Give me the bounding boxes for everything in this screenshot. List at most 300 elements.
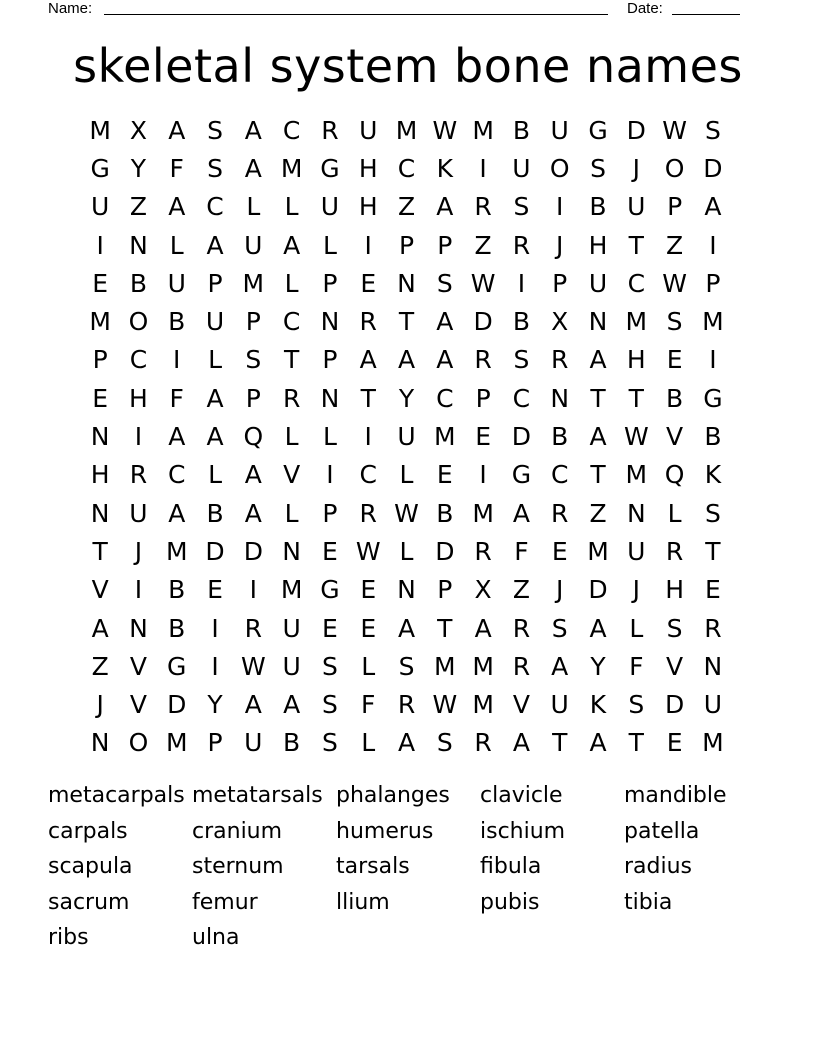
grid-cell: G xyxy=(511,460,532,490)
grid-cell: E xyxy=(360,613,377,643)
grid-cell: Z xyxy=(474,230,492,260)
grid-cell: D xyxy=(167,690,187,720)
grid-cell: N xyxy=(397,575,416,605)
grid-cell: B xyxy=(512,115,530,145)
grid-cell: X xyxy=(129,115,148,145)
grid-cell: P xyxy=(92,345,108,375)
grid-cell: R xyxy=(474,728,492,758)
grid-cell: R xyxy=(397,690,416,720)
word-list-item: radius xyxy=(624,854,693,879)
grid-cell: L xyxy=(284,498,299,528)
grid-cell: L xyxy=(208,460,222,490)
grid-cell: T xyxy=(590,460,606,490)
word-list-item: cranium xyxy=(192,818,283,844)
grid-cell: C xyxy=(206,192,224,222)
grid-cell: A xyxy=(397,613,416,643)
grid-cell: N xyxy=(282,536,301,566)
grid-cell: A xyxy=(704,192,722,222)
grid-cell: E xyxy=(551,536,568,566)
grid-cell: N xyxy=(320,383,340,413)
grid-cell: A xyxy=(512,728,530,758)
grid-cell: R xyxy=(244,613,263,643)
grid-cell: E xyxy=(666,728,683,758)
grid-cell: A xyxy=(551,651,569,681)
grid-cell: D xyxy=(435,536,455,566)
grid-cell: U xyxy=(550,690,569,720)
grid-cell: D xyxy=(664,690,685,720)
grid-cell: I xyxy=(709,345,717,375)
grid-cell: P xyxy=(437,230,453,260)
grid-cell: R xyxy=(512,613,531,643)
grid-cell: N xyxy=(703,651,723,681)
grid-cell: U xyxy=(129,498,148,528)
grid-cell: N xyxy=(129,230,148,260)
grid-cell: T xyxy=(628,728,644,758)
grid-cell: V xyxy=(129,690,147,720)
word-list-item: ischium xyxy=(480,818,566,844)
grid-cell: A xyxy=(359,345,377,375)
grid-cell: U xyxy=(397,422,416,452)
grid-cell: E xyxy=(475,422,492,452)
grid-cell: I xyxy=(709,230,717,260)
grid-cell: L xyxy=(629,613,644,643)
grid-cell: C xyxy=(282,307,301,337)
grid-cell: O xyxy=(549,153,570,183)
word-list-item: clavicle xyxy=(480,783,563,808)
grid-cell: Q xyxy=(243,422,264,452)
grid-cell: M xyxy=(625,460,648,490)
grid-cell: E xyxy=(436,460,453,490)
grid-cell: L xyxy=(322,422,337,452)
grid-cell: M xyxy=(472,498,494,528)
grid-cell: P xyxy=(552,268,568,298)
grid-cell: T xyxy=(360,383,376,413)
grid-cell: P xyxy=(245,307,261,337)
grid-cell: F xyxy=(169,153,184,183)
grid-cell: C xyxy=(282,115,301,145)
grid-cell: I xyxy=(134,575,143,605)
word-search-grid xyxy=(81,111,733,762)
grid-cell: D xyxy=(703,153,723,183)
word-list-item: llium xyxy=(336,889,390,915)
grid-cell: G xyxy=(320,575,340,605)
grid-cell: T xyxy=(437,613,453,643)
grid-cell: H xyxy=(626,345,646,375)
grid-cell: F xyxy=(169,383,184,413)
grid-cell: U xyxy=(282,651,301,681)
grid-cell: E xyxy=(322,613,338,643)
grid-cell: B xyxy=(666,383,684,413)
grid-cell: B xyxy=(283,728,301,758)
grid-cell: S xyxy=(666,307,683,337)
grid-cell: A xyxy=(589,345,607,375)
grid-cell: W xyxy=(394,498,419,528)
grid-cell: Z xyxy=(129,192,148,222)
grid-cell: N xyxy=(90,422,110,452)
grid-cell: K xyxy=(704,460,722,490)
grid-cell: S xyxy=(436,728,453,758)
grid-cell: I xyxy=(326,460,334,490)
grid-cell: V xyxy=(129,651,147,681)
grid-cell: A xyxy=(474,613,492,643)
grid-cell: S xyxy=(666,613,683,643)
grid-cell: I xyxy=(364,230,372,260)
grid-cell: M xyxy=(395,115,418,145)
grid-cell: P xyxy=(475,383,491,413)
grid-cell: B xyxy=(168,613,186,643)
grid-cell: B xyxy=(589,192,607,222)
grid-cell: M xyxy=(242,268,265,298)
grid-cell: Z xyxy=(666,230,684,260)
grid-cell: N xyxy=(588,307,608,337)
grid-cell: O xyxy=(128,307,149,337)
word-list-item: carpals xyxy=(48,818,128,844)
grid-cell: E xyxy=(705,575,721,605)
grid-cell: L xyxy=(361,728,376,758)
grid-cell: M xyxy=(434,422,456,452)
grid-cell: E xyxy=(92,383,109,413)
grid-cell: U xyxy=(282,613,301,643)
grid-cell: S xyxy=(436,268,453,298)
grid-cell: Z xyxy=(91,651,109,681)
grid-cell: L xyxy=(169,230,184,260)
word-list-item: patella xyxy=(624,818,700,844)
grid-cell: G xyxy=(167,651,187,681)
grid-cell: R xyxy=(551,498,569,528)
grid-cell: A xyxy=(244,115,262,145)
grid-cell: M xyxy=(434,651,456,681)
grid-cell: T xyxy=(398,307,415,337)
word-list-item: metatarsals xyxy=(192,783,323,808)
grid-cell: V xyxy=(283,460,301,490)
grid-cell: X xyxy=(474,575,492,605)
grid-cell: K xyxy=(436,153,454,183)
grid-cell: A xyxy=(244,690,262,720)
grid-cell: U xyxy=(550,115,569,145)
grid-cell: P xyxy=(398,230,415,260)
grid-cell: J xyxy=(134,536,143,566)
grid-cell: I xyxy=(517,268,526,298)
grid-cell: R xyxy=(321,115,339,145)
grid-cell: H xyxy=(358,153,378,183)
grid-cell: P xyxy=(245,383,261,413)
grid-cell: L xyxy=(246,192,261,222)
grid-cell: A xyxy=(244,460,262,490)
grid-cell: B xyxy=(704,422,722,452)
grid-cell: L xyxy=(667,498,682,528)
grid-cell: U xyxy=(244,230,263,260)
grid-cell: R xyxy=(665,536,684,566)
name-label: Name: xyxy=(48,0,93,17)
grid-cell: N xyxy=(90,728,110,758)
grid-cell: I xyxy=(364,422,372,452)
grid-cell: M xyxy=(625,307,648,337)
grid-cell: A xyxy=(244,498,262,528)
grid-cell: H xyxy=(665,575,684,605)
grid-cell: V xyxy=(666,651,684,681)
grid-cell: P xyxy=(207,728,223,758)
grid-cell: P xyxy=(437,575,453,605)
grid-cell: N xyxy=(626,498,646,528)
grid-cell: L xyxy=(322,230,337,260)
grid-cell: E xyxy=(360,575,377,605)
grid-cell: L xyxy=(399,460,414,490)
grid-cell: V xyxy=(512,690,530,720)
grid-cell: A xyxy=(91,613,109,643)
grid-cell: A xyxy=(283,690,301,720)
grid-cell: T xyxy=(628,230,644,260)
grid-cell: U xyxy=(359,115,378,145)
grid-cell: H xyxy=(90,460,110,490)
grid-cell: T xyxy=(628,383,644,413)
word-list-item: humerus xyxy=(336,818,434,844)
word-list-item: ulna xyxy=(192,925,240,950)
grid-cell: C xyxy=(168,460,186,490)
grid-cell: W xyxy=(432,115,458,145)
grid-cell: P xyxy=(322,268,338,298)
grid-cell: N xyxy=(550,383,570,413)
grid-cell: M xyxy=(280,575,303,605)
grid-cell: P xyxy=(667,192,683,222)
grid-cell: N xyxy=(320,307,340,337)
grid-cell: A xyxy=(512,498,530,528)
grid-cell: D xyxy=(243,536,263,566)
grid-cell: J xyxy=(96,690,104,720)
grid-cell: T xyxy=(283,345,300,375)
grid-cell: S xyxy=(321,651,338,681)
grid-cell: K xyxy=(589,690,607,720)
grid-cell: A xyxy=(589,613,607,643)
grid-cell: H xyxy=(588,230,608,260)
header xyxy=(48,0,740,20)
page-title: skeletal system bone names xyxy=(73,39,743,93)
grid-cell: T xyxy=(705,536,721,566)
date-label: Date: xyxy=(627,0,663,17)
grid-cell: A xyxy=(397,728,416,758)
grid-cell: P xyxy=(207,268,223,298)
word-list-item: metacarpals xyxy=(48,783,185,808)
grid-cell: I xyxy=(211,651,219,681)
grid-cell: I xyxy=(479,153,487,183)
grid-cell: C xyxy=(129,345,148,375)
grid-cell: M xyxy=(702,728,724,758)
grid-cell: M xyxy=(587,536,609,566)
word-list-item: phalanges xyxy=(336,783,450,808)
grid-cell: A xyxy=(206,422,224,452)
grid-cell: M xyxy=(472,651,494,681)
grid-cell: P xyxy=(322,345,338,375)
grid-cell: E xyxy=(322,536,338,566)
grid-cell: Y xyxy=(590,651,606,681)
grid-cell: T xyxy=(92,536,108,566)
grid-cell: W xyxy=(432,690,458,720)
grid-cell: O xyxy=(128,728,149,758)
grid-cell: A xyxy=(436,307,454,337)
word-list-item: ribs xyxy=(48,925,89,950)
grid-cell: A xyxy=(168,115,186,145)
grid-cell: G xyxy=(703,383,723,413)
grid-cell: S xyxy=(245,345,262,375)
grid-cell: I xyxy=(556,192,564,222)
grid-cell: U xyxy=(167,268,186,298)
grid-cell: Y xyxy=(207,690,223,720)
grid-cell: W xyxy=(355,536,381,566)
grid-cell: W xyxy=(240,651,266,681)
word-list xyxy=(48,778,768,956)
grid-cell: B xyxy=(206,498,224,528)
grid-cell: B xyxy=(129,268,148,298)
grid-cell: Y xyxy=(398,383,415,413)
grid-cell: G xyxy=(320,153,340,183)
grid-cell: S xyxy=(513,192,530,222)
grid-cell: M xyxy=(472,690,494,720)
grid-cell: J xyxy=(556,230,564,260)
grid-cell: R xyxy=(359,498,377,528)
grid-cell: R xyxy=(474,345,492,375)
grid-cell: X xyxy=(551,307,569,337)
grid-cell: N xyxy=(397,268,416,298)
date-blank-line[interactable] xyxy=(672,14,740,15)
grid-cell: V xyxy=(91,575,109,605)
grid-cell: V xyxy=(666,422,684,452)
name-blank-line[interactable] xyxy=(104,14,608,15)
grid-cell: F xyxy=(361,690,376,720)
grid-cell: T xyxy=(590,383,606,413)
grid-cell: N xyxy=(90,498,110,528)
grid-cell: M xyxy=(89,307,111,337)
grid-cell: Z xyxy=(397,192,416,222)
grid-cell: B xyxy=(168,575,186,605)
grid-cell: L xyxy=(399,536,414,566)
grid-cell: C xyxy=(627,268,646,298)
grid-cell: R xyxy=(129,460,148,490)
grid-cell: F xyxy=(629,651,644,681)
grid-cell: Y xyxy=(130,153,147,183)
grid-cell: M xyxy=(165,728,188,758)
grid-cell: Z xyxy=(512,575,530,605)
grid-cell: E xyxy=(360,268,377,298)
grid-cell: M xyxy=(165,536,188,566)
grid-cell: U xyxy=(703,690,723,720)
grid-cell: J xyxy=(632,153,640,183)
grid-cell: A xyxy=(244,153,262,183)
grid-cell: M xyxy=(89,115,111,145)
grid-cell: S xyxy=(590,153,606,183)
grid-cell: R xyxy=(551,345,569,375)
word-list-item: sacrum xyxy=(48,889,130,915)
grid-cell: L xyxy=(284,192,299,222)
grid-cell: W xyxy=(470,268,496,298)
grid-cell: G xyxy=(588,115,608,145)
grid-cell: S xyxy=(704,115,721,145)
grid-cell: I xyxy=(134,422,143,452)
grid-cell: O xyxy=(664,153,685,183)
word-list-item: mandible xyxy=(624,783,727,808)
word-list-item: tarsals xyxy=(336,854,410,879)
grid-cell: S xyxy=(704,498,721,528)
grid-cell: R xyxy=(704,613,722,643)
grid-cell: R xyxy=(474,536,492,566)
grid-cell: A xyxy=(206,230,224,260)
grid-cell: T xyxy=(552,728,568,758)
grid-cell: S xyxy=(398,651,415,681)
grid-cell: I xyxy=(211,613,219,643)
grid-cell: W xyxy=(662,115,687,145)
grid-cell: I xyxy=(173,345,181,375)
grid-cell: A xyxy=(436,192,454,222)
grid-cell: R xyxy=(512,230,531,260)
grid-cell: S xyxy=(207,115,223,145)
grid-cell: S xyxy=(207,153,223,183)
word-list-item: fibula xyxy=(480,854,542,879)
word-list-item: tibia xyxy=(624,889,673,915)
word-list-item: sternum xyxy=(192,854,284,879)
grid-cell: A xyxy=(436,345,454,375)
grid-cell: B xyxy=(512,307,530,337)
grid-cell: F xyxy=(514,536,529,566)
grid-cell: H xyxy=(129,383,148,413)
grid-cell: C xyxy=(550,460,569,490)
grid-cell: D xyxy=(626,115,646,145)
grid-cell: L xyxy=(284,422,299,452)
grid-cell: Q xyxy=(664,460,685,490)
grid-cell: G xyxy=(90,153,110,183)
grid-cell: A xyxy=(589,422,607,452)
grid-cell: A xyxy=(206,383,224,413)
grid-cell: C xyxy=(512,383,531,413)
word-list-item: scapula xyxy=(48,854,133,879)
grid-cell: C xyxy=(397,153,416,183)
grid-cell: R xyxy=(512,651,531,681)
grid-cell: U xyxy=(90,192,110,222)
grid-cell: E xyxy=(666,345,683,375)
grid-cell: N xyxy=(129,613,148,643)
grid-cell: L xyxy=(361,651,376,681)
grid-cell: B xyxy=(168,307,186,337)
grid-cell: I xyxy=(96,230,104,260)
grid-cell: J xyxy=(632,575,640,605)
grid-cell: W xyxy=(623,422,649,452)
word-list-item: pubis xyxy=(480,889,540,915)
grid-cell: M xyxy=(472,115,494,145)
grid-cell: I xyxy=(479,460,487,490)
grid-cell: D xyxy=(588,575,608,605)
grid-cell: Z xyxy=(589,498,607,528)
grid-cell: U xyxy=(627,192,646,222)
grid-cell: A xyxy=(168,192,186,222)
grid-cell: D xyxy=(473,307,493,337)
grid-cell: D xyxy=(205,536,225,566)
grid-cell: B xyxy=(551,422,569,452)
grid-cell: A xyxy=(168,422,186,452)
grid-cell: U xyxy=(627,536,646,566)
grid-cell: P xyxy=(705,268,721,298)
grid-cell: S xyxy=(321,690,338,720)
grid-cell: S xyxy=(628,690,645,720)
grid-cell: U xyxy=(588,268,608,298)
grid-cell: P xyxy=(322,498,338,528)
grid-cell: D xyxy=(511,422,532,452)
grid-cell: R xyxy=(282,383,301,413)
grid-cell: M xyxy=(280,153,303,183)
grid-cell: A xyxy=(283,230,301,260)
grid-cell: J xyxy=(556,575,564,605)
grid-cell: R xyxy=(474,192,492,222)
grid-cell: I xyxy=(249,575,258,605)
grid-cell: S xyxy=(321,728,338,758)
grid-cell: E xyxy=(207,575,223,605)
grid-cell: S xyxy=(551,613,568,643)
